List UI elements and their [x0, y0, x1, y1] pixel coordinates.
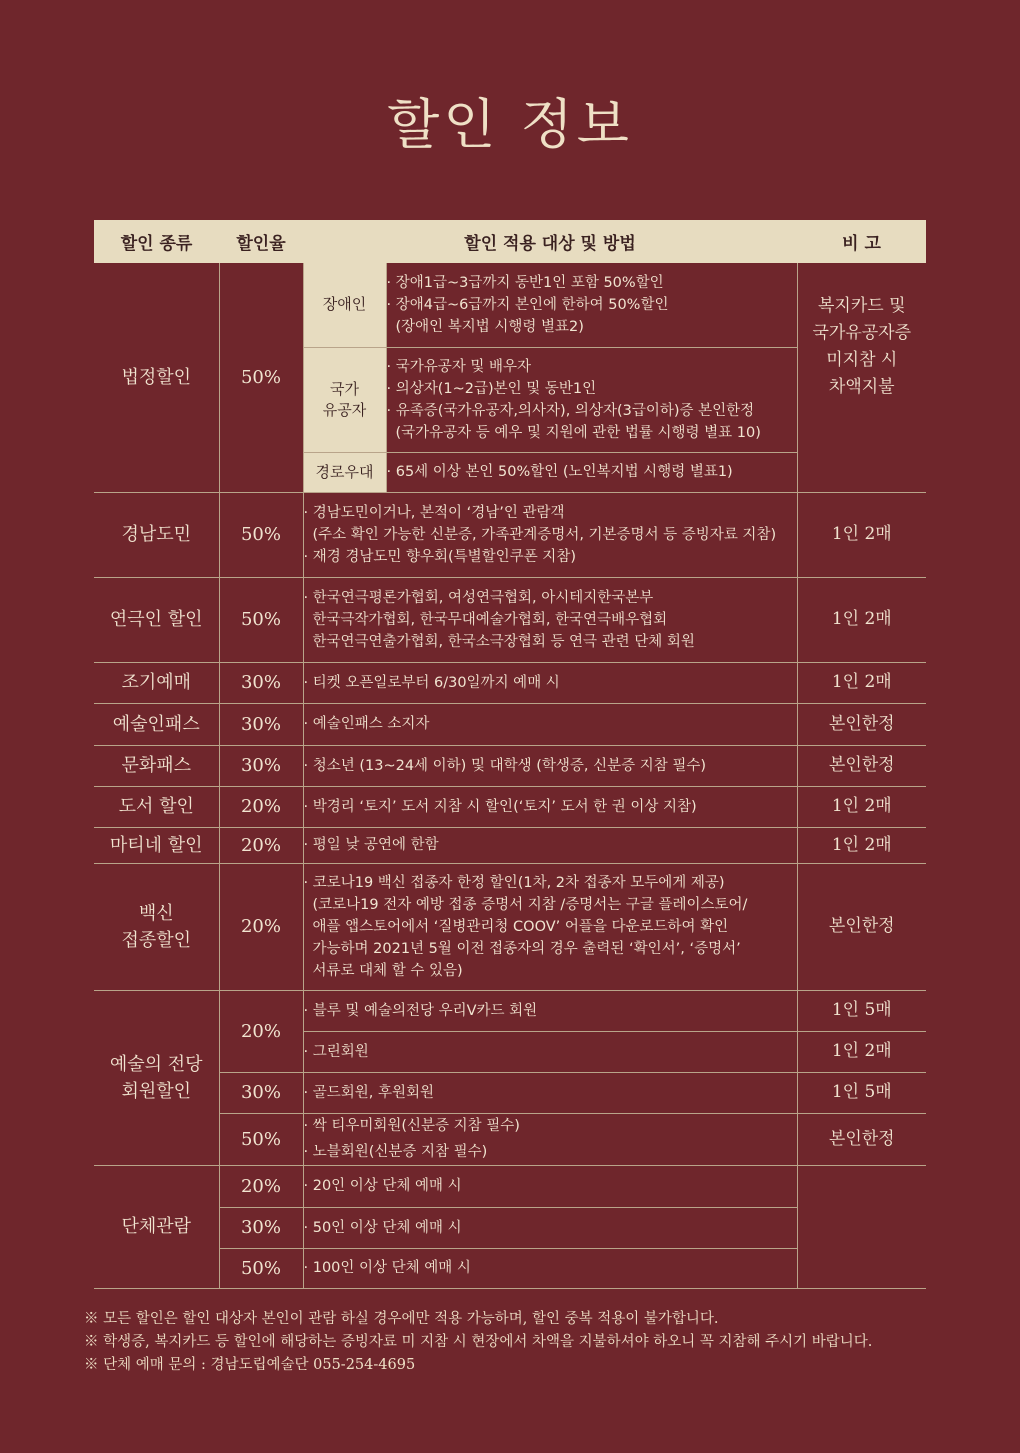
rate-cell: 20%	[219, 1165, 303, 1207]
table-row	[94, 786, 926, 827]
desc-cell: · 노블회원(신분증 지참 필수)	[303, 1139, 797, 1165]
desc-cell: · 20인 이상 단체 예매 시	[303, 1165, 797, 1207]
footer-note: ※ 단체 예매 문의 : 경남도립예술단 055-254-4695	[84, 1357, 416, 1373]
rate-cell: 30%	[219, 1072, 303, 1113]
desc-cell: · 코로나19 백신 접종자 한정 할인(1차, 2차 접종자 모두에게 제공) (코로나19 전자 예방 접종 증명서 지참 /증명서는 구글 플레이스토어/ 애플 앱스토어에서 ‘질병관리청 COOV’ 어플을 다운로드하여 확인 가능하며 2021년 5월 이전 접종자의 경우 출력된 ‘확인서’, ‘증명서’ 서류로 대체 할 수 있음)	[303, 863, 797, 990]
header-note: 비 고	[797, 220, 926, 263]
note-cell: 1인 2매	[797, 662, 926, 703]
desc-cell: · 50인 이상 단체 예매 시	[303, 1207, 797, 1248]
rate-cell: 50%	[219, 1113, 303, 1165]
type-cell: 법정할인	[94, 263, 219, 492]
table-row	[94, 863, 926, 990]
table-header	[94, 220, 926, 263]
type-cell: 단체관람	[94, 1165, 219, 1288]
header-target: 할인 적용 대상 및 방법	[303, 220, 797, 263]
type-cell: 연극인 할인	[94, 577, 219, 662]
rate-cell: 30%	[219, 745, 303, 786]
rate-cell: 50%	[219, 1248, 303, 1288]
type-cell: 마티네 할인	[94, 827, 219, 863]
rate-cell: 20%	[219, 990, 303, 1072]
table-row	[94, 263, 926, 347]
rate-cell: 20%	[219, 827, 303, 863]
desc-cell: · 평일 낮 공연에 한함	[303, 827, 797, 863]
type-cell: 조기예매	[94, 662, 219, 703]
rate-cell: 50%	[219, 577, 303, 662]
sub-category-merit: 국가 유공자	[303, 347, 386, 452]
type-cell: 백신 접종할인	[94, 863, 219, 990]
rate-cell: 20%	[219, 786, 303, 827]
rate-cell: 30%	[219, 703, 303, 745]
table-row	[94, 577, 926, 662]
table-row	[94, 492, 926, 577]
table-row	[94, 703, 926, 745]
note-cell: 1인 5매	[797, 1072, 926, 1113]
rate-cell: 30%	[219, 1207, 303, 1248]
table-row	[94, 1165, 926, 1207]
desc-cell: · 한국연극평론가협회, 여성연극협회, 아시테지한국본부 한국극작가협회, 한국무대예술가협회, 한국연극배우협회 한국연극연출가협회, 한국소극장협회 등 연극 관련 단체 회원	[303, 577, 797, 662]
type-cell: 예술인패스	[94, 703, 219, 745]
note-cell: 본인한정	[797, 745, 926, 786]
desc-cell: · 블루 및 예술의전당 우리V카드 회원	[303, 990, 797, 1031]
header-rate: 할인율	[219, 220, 303, 263]
desc-cell: · 예술인패스 소지자	[303, 703, 797, 745]
page-title: 할인 정보	[387, 93, 633, 156]
desc-cell: · 그린회원	[303, 1031, 797, 1072]
rate-cell: 20%	[219, 863, 303, 990]
desc-cell: · 장애1급~3급까지 동반1인 포함 50%할인 · 장애4급~6급까지 본인에 한하여 50%할인 (장애인 복지법 시행령 별표2)	[386, 263, 797, 347]
note-cell: 본인한정	[797, 703, 926, 745]
desc-cell: · 골드회원, 후원회원	[303, 1072, 797, 1113]
sub-category-senior: 경로우대	[303, 452, 386, 492]
desc-cell: · 65세 이상 본인 50%할인 (노인복지법 시행령 별표1)	[386, 452, 797, 492]
type-cell: 경남도민	[94, 492, 219, 577]
header-type: 할인 종류	[94, 220, 219, 263]
table-row	[94, 1113, 926, 1139]
desc-cell: · 싹 티우미회원(신분증 지참 필수)	[303, 1113, 797, 1139]
desc-cell: · 경남도민이거나, 본적이 ‘경남’인 관람객 (주소 확인 가능한 신분증, 가족관계증명서, 기본증명서 등 증빙자료 지참) · 재경 경남도민 향우회(특별할인쿠폰 지참)	[303, 492, 797, 577]
note-cell: 복지카드 및 국가유공자증 미지참 시 차액지불	[797, 263, 926, 492]
note-cell: 1인 2매	[797, 492, 926, 577]
rate-cell: 30%	[219, 662, 303, 703]
desc-cell: · 티켓 오픈일로부터 6/30일까지 예매 시	[303, 662, 797, 703]
note-cell: 1인 5매	[797, 990, 926, 1031]
table-row	[94, 745, 926, 786]
rate-cell: 50%	[219, 263, 303, 492]
footer-note: ※ 학생증, 복지카드 등 할인에 해당하는 증빙자료 미 지참 시 현장에서 차액을 지불하셔야 하오니 꼭 지참해 주시기 바랍니다.	[84, 1334, 873, 1350]
desc-cell: · 박경리 ‘토지’ 도서 지참 시 할인(‘토지’ 도서 한 권 이상 지참)	[303, 786, 797, 827]
table-row	[94, 827, 926, 863]
desc-cell: · 청소년 (13~24세 이하) 및 대학생 (학생증, 신분증 지참 필수)	[303, 745, 797, 786]
type-cell: 도서 할인	[94, 786, 219, 827]
discount-table	[94, 220, 926, 1289]
note-cell: 1인 2매	[797, 827, 926, 863]
note-cell	[797, 1165, 926, 1288]
desc-cell: · 100인 이상 단체 예매 시	[303, 1248, 797, 1288]
note-cell: 1인 2매	[797, 577, 926, 662]
note-cell: 1인 2매	[797, 1031, 926, 1072]
table-row	[94, 1072, 926, 1113]
type-cell: 문화패스	[94, 745, 219, 786]
rate-cell: 50%	[219, 492, 303, 577]
note-cell: 1인 2매	[797, 786, 926, 827]
footer-note: ※ 모든 할인은 할인 대상자 본인이 관람 하실 경우에만 적용 가능하며, 할인 중복 적용이 불가합니다.	[84, 1311, 719, 1327]
desc-cell: · 국가유공자 및 배우자 · 의상자(1~2급)본인 및 동반1인 · 유족증(국가유공자,의사자), 의상자(3급이하)증 본인한정 (국가유공자 등 예우 및 지원에 관한 법률 시행령 별표 10)	[386, 347, 797, 452]
table-row	[94, 662, 926, 703]
table-row	[94, 990, 926, 1031]
note-cell: 본인한정	[797, 863, 926, 990]
note-cell: 본인한정	[797, 1113, 926, 1165]
sub-category-disabled: 장애인	[303, 263, 386, 347]
footer-notes	[84, 1308, 872, 1377]
type-cell: 예술의 전당 회원할인	[94, 990, 219, 1165]
